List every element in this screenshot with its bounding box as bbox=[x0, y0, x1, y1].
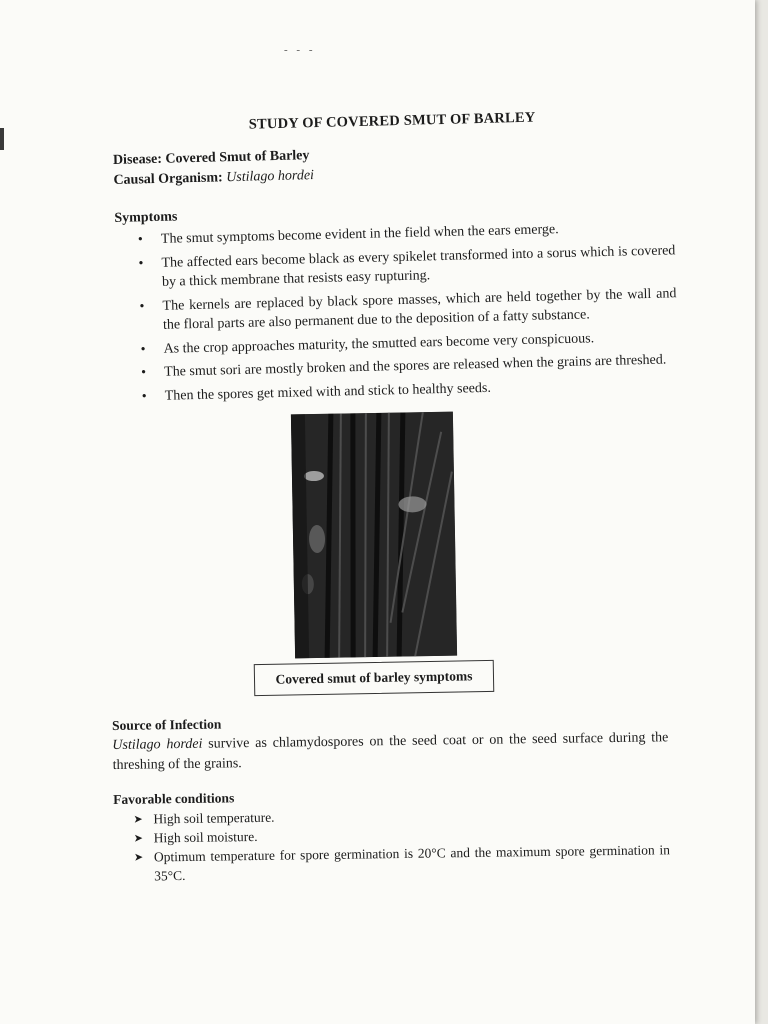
scan-edge-mark bbox=[0, 128, 4, 150]
symptom-item: • The affected ears become black as every spikelet transformed into a sorus which is covered by a thick membrane that resists easy rupturing. bbox=[161, 241, 676, 293]
symptom-item: • Then the spores get mixed with and stick to healthy seeds. bbox=[165, 374, 679, 406]
disease-value: Covered Smut of Barley bbox=[165, 148, 310, 167]
symptom-item: • As the crop approaches maturity, the smutted ears become very conspicuous. bbox=[163, 327, 677, 359]
favorable-conditions-list bbox=[113, 802, 670, 886]
figure-caption: Covered smut of barley symptoms bbox=[254, 660, 495, 696]
causal-organism-label: Causal Organism: bbox=[113, 170, 223, 188]
symptom-item: • The smut sori are mostly broken and the spores are released when the grains are threshed. bbox=[164, 350, 678, 382]
symptoms-heading: Symptoms bbox=[114, 209, 178, 226]
smut-photo-graphic bbox=[291, 412, 457, 659]
condition-item: ➤ High soil temperature. bbox=[153, 802, 669, 828]
favorable-conditions-heading: Favorable conditions bbox=[113, 790, 235, 807]
upper-section bbox=[112, 106, 679, 411]
source-organism: Ustilago hordei bbox=[112, 736, 203, 753]
symptoms-list bbox=[115, 217, 679, 407]
lower-section bbox=[112, 710, 670, 886]
source-of-infection-text bbox=[112, 728, 669, 776]
source-of-infection-heading: Source of Infection bbox=[112, 716, 222, 733]
condition-item: ➤ Optimum temperature for spore germination is 20°C and the maximum spore germination in 35°C. bbox=[154, 840, 670, 885]
smut-photo bbox=[291, 412, 457, 659]
condition-item: ➤ High soil moisture. bbox=[154, 821, 670, 847]
symptom-item: • The kernels are replaced by black spore masses, which are held together by the wall and the floral parts are also permanent due to the deposition of a fatty substance. bbox=[162, 284, 677, 336]
document-title: STUDY OF COVERED SMUT OF BARLEY bbox=[248, 109, 536, 133]
disease-label: Disease: bbox=[112, 151, 163, 168]
causal-organism-value: Ustilago hordei bbox=[226, 168, 315, 186]
margin-mark: - - - bbox=[284, 44, 316, 56]
symptom-item: • The smut symptoms become evident in the field when the ears emerge. bbox=[161, 217, 675, 249]
source-description: survive as chlamydospores on the seed coat or on the seed surface during the threshing of the grains. bbox=[112, 730, 669, 773]
